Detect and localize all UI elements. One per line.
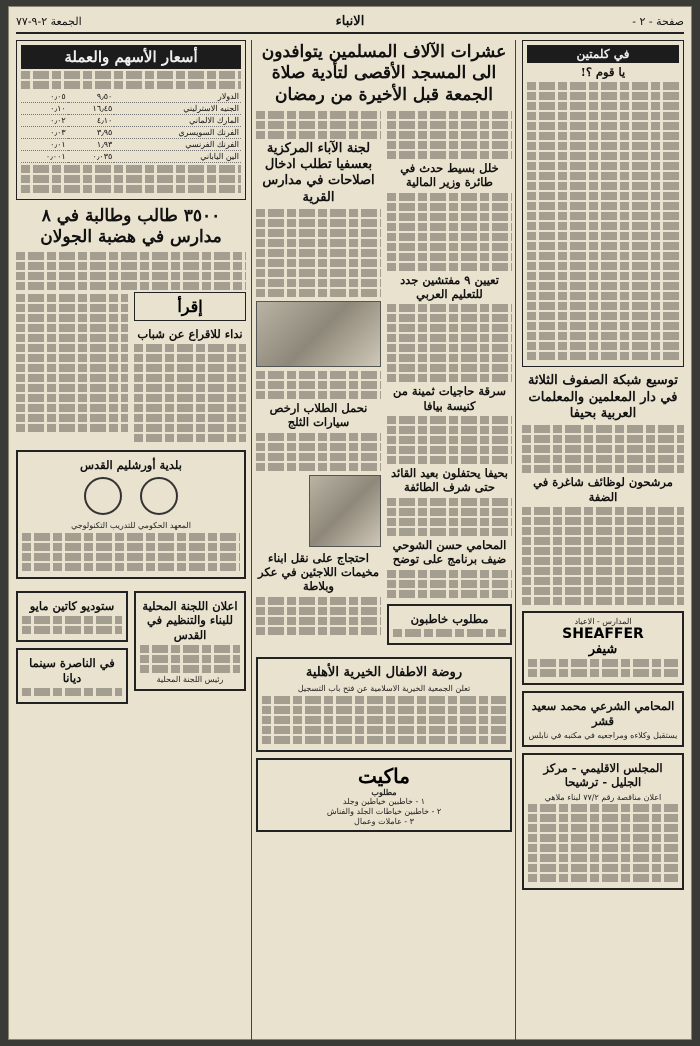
lawyer-name: المحامي الشرعي محمد سعيد قشر [531, 699, 675, 728]
wanted-ad [387, 604, 512, 645]
story-headline: نحمل الطلاب ارخص سيارات الثلج [269, 400, 368, 430]
ad-brand-arabic: شيفر [588, 642, 618, 658]
table-row: الفرنك السويسري ٣٫٩٥ ٠٫٠٣ [21, 127, 241, 139]
kindergarten-details: تعلن الجمعية الخيرية الاسلامية عن فتح باب التسجيل [297, 684, 471, 694]
table-row: الجنيه الاسترليني ١٦٫٤٥ ٠٫١٠ [21, 103, 241, 115]
column-rule [515, 40, 516, 1040]
right-column [522, 40, 684, 1035]
makit-item: ١ - خاطبين خياطين وجلد [342, 797, 426, 807]
makit-item: ٢ - خاطبين خياطات الجلد والفناش [326, 806, 442, 816]
jerusalem-ad [16, 450, 246, 579]
makit-subtitle: مطلوب [371, 786, 397, 797]
ad-subtitle: المدارس - الاعياد [574, 616, 632, 626]
table-row: المارك الالماني ٤٫١٠ ٠٫٠٢ [21, 115, 241, 127]
notice-headline: توسيع شبكة الصفوف الثلاثة في دار المعلمين والمعلمات العربية بحيفا [527, 373, 679, 421]
makit-title: ماكيت [357, 763, 410, 788]
story-headline: تعيين ٩ مفتشين جدد للتعليم العربي [400, 272, 499, 301]
studio-ad [16, 591, 128, 642]
municipal-emblem-icon [140, 477, 178, 515]
newspaper-name: الانباء [335, 14, 365, 29]
opinion-subtitle: يا قوم ؟! [580, 65, 626, 79]
students-headline: ٣٥٠٠ طالب وطالبة في ٨ مدارس في هضبة الجولان [40, 206, 222, 248]
jerusalem-title: بلدية أورشليم القدس [80, 457, 182, 472]
page-header [16, 14, 684, 34]
middle-column [256, 40, 512, 1035]
council-ad [522, 753, 684, 890]
opinion-title: في كلمتين [527, 45, 679, 63]
news-photo [256, 301, 381, 367]
story-headline: لجنة الآباء المركزية بعسفيا تطلب ادخال اصلاحات في مدارس القرية [262, 140, 375, 205]
reading-box [134, 292, 246, 321]
newspaper-page [8, 6, 692, 1040]
stocks-box [16, 40, 246, 200]
opinion-box [522, 40, 684, 367]
wanted-title: مطلوب خاطبون [410, 611, 489, 626]
institute-emblem-icon [84, 477, 122, 515]
cinema-ad [16, 648, 128, 704]
makit-item: ٣ - عاملات وعمال [354, 816, 414, 826]
sheaffer-ad [522, 611, 684, 686]
ad-brand: SHEAFFER [562, 626, 644, 643]
cinema-title: في الناصرة سينما ديانا [29, 656, 115, 685]
candidates-headline: مرشحون لوظائف شاغرة في الضفة [533, 475, 673, 504]
jerusalem-sub: المعهد الحكومي للتدريب التكنولوجي [71, 521, 191, 531]
kindergarten-ad [256, 657, 512, 752]
stocks-table [21, 91, 241, 163]
committee-ad [134, 591, 246, 691]
stocks-title: أسعار الأسهم والعملة [21, 45, 241, 69]
story-headline: المحامي حسن الشوحي ضيف برنامج على توضح [392, 537, 507, 567]
left-column [16, 40, 246, 1035]
committee-sign: رئيس اللجنة المحلية [156, 674, 224, 684]
story-headline: بحيفا يحتفلون بعيد القائد حتى شرف الطائفة [390, 466, 509, 495]
story-headline: خلل بسيط حدث في طائرة وزير المالية [400, 160, 499, 190]
story-headline: نداء للاقراع عن شباب [137, 326, 243, 341]
page-number: صفحة - ٢ - [632, 15, 684, 28]
table-row: الفرنك الفرنسي ١٫٩٣ ٠٫٠١ [21, 139, 241, 151]
story-headline: احتجاج على نقل ابناء مخيمات اللاجئين في عكر وبلاطة [257, 550, 380, 594]
table-row: الين الياباني ٠٫٠٣٥ ٠٫٠٠١ [21, 151, 241, 163]
lawyer-details: يستقبل وكلاءه ومراجعيه في مكتبه في نابلس [528, 731, 678, 741]
lead-headline: عشرات الآلاف المسلمين يتوافدون الى المسجد الأقصى لتأدية صلاة الجمعة قبل الأخيرة من رمضان [261, 42, 507, 105]
portrait-photo [309, 475, 381, 547]
kindergarten-title: روضة الاطفال الخيرية الأهلية [305, 664, 463, 680]
council-tender: اعلان مناقصة رقم ٧٧/٢ لبناء ملاهي [544, 792, 662, 802]
table-row: الدولار ٩٫٥٠ ٠٫٠٥ [21, 91, 241, 103]
issue-date: الجمعة ٢-٩-٧٧ [16, 15, 82, 28]
reading-title: إقرأ [177, 296, 203, 316]
column-rule [251, 40, 252, 1040]
makit-ad [256, 758, 512, 832]
studio-title: ستوديو كاتين مايو [29, 598, 115, 613]
committee-title: اعلان اللجنة المحلية للبناء والتنظيم في القدس [142, 598, 238, 642]
lawyer-ad [522, 691, 684, 746]
story-headline: سرقة حاجيات ثمينة من كنيسة بيافا [392, 384, 507, 413]
council-title: المجلس الاقليمي - مركز الجليل - ترشيحا [543, 760, 663, 790]
